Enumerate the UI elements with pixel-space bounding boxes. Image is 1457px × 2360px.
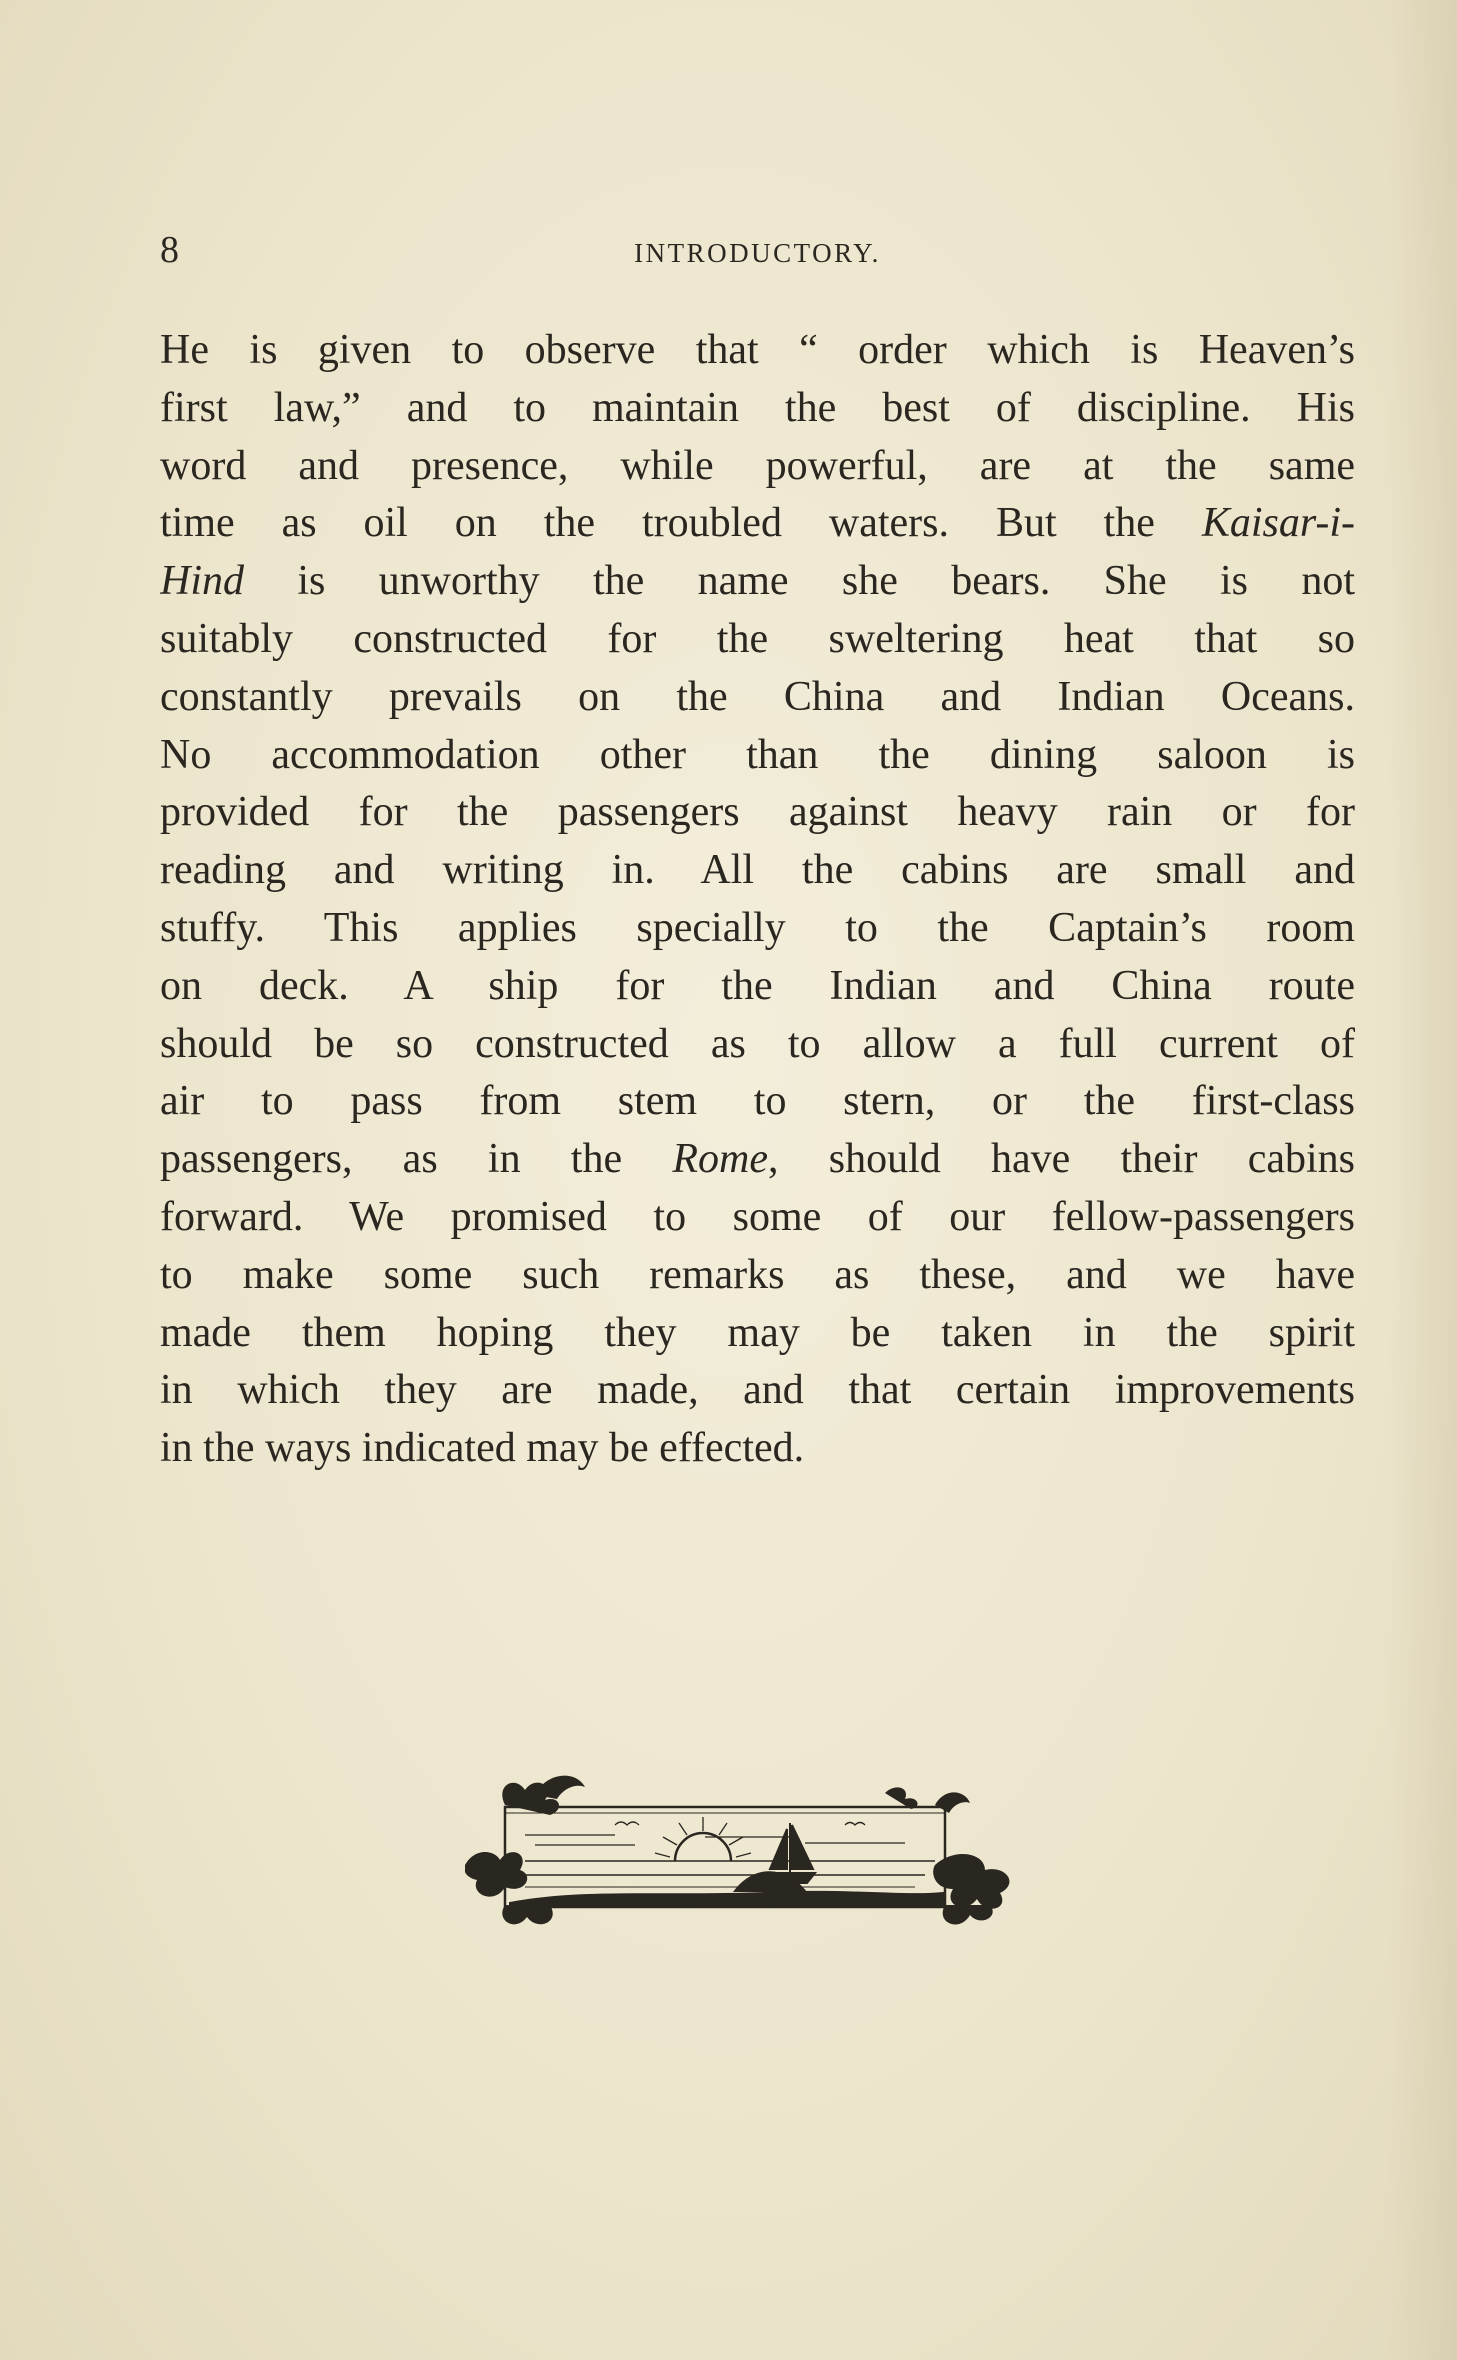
text-segment: time as oil on the troubled waters. But the: [160, 500, 1202, 547]
text-segment: air to pass from stem to stern, or the first-class: [160, 1078, 1355, 1125]
text-line: [160, 727, 1355, 785]
text-segment: in which they are made, and that certain improvements: [160, 1367, 1355, 1414]
text-segment: in the ways indicated may be effected.: [160, 1425, 805, 1472]
page-number: 8: [160, 229, 179, 271]
text-segment: He is given to observe that “ order which is Heaven’s: [160, 327, 1355, 373]
text-segment: forward. We promised to some of our fellow-passengers: [160, 1193, 1355, 1240]
text-line: [160, 1073, 1355, 1131]
text-segment: stuffy. This applies specially to the Captain’s room: [160, 904, 1355, 951]
text-line: [160, 900, 1355, 958]
text-line: [160, 380, 1355, 438]
italic-ship-name: Rome: [672, 1136, 768, 1183]
text-line: [160, 611, 1355, 669]
running-head: [160, 228, 1355, 288]
text-segment: , should have their cabins: [768, 1136, 1355, 1183]
text-line: [160, 553, 1355, 611]
text-segment: No accommodation other than the dining saloon is: [160, 731, 1355, 778]
text-segment: first law,” and to maintain the best of discipline. His: [160, 384, 1355, 431]
italic-ship-name: Kaisar-i-: [1201, 500, 1355, 547]
italic-ship-name: Hind: [160, 558, 244, 605]
text-segment: suitably constructed for the sweltering heat that so: [160, 615, 1355, 662]
text-line: [160, 1016, 1355, 1074]
body-text: [160, 322, 1355, 1478]
text-line: [160, 1362, 1355, 1420]
text-line: [160, 322, 1355, 380]
text-segment: provided for the passengers against heavy rain or for: [160, 789, 1355, 836]
engraved-landscape-tailpiece-icon: [465, 1765, 1025, 1935]
text-segment: passengers, as in the: [160, 1136, 673, 1183]
text-segment: is unworthy the name she bears. She is not: [244, 558, 1355, 605]
text-segment: constantly prevails on the China and Indian Oceans.: [160, 673, 1355, 720]
page-shading: [1387, 0, 1457, 2360]
text-line: [160, 842, 1355, 900]
text-line: [160, 958, 1355, 1016]
text-line: [160, 438, 1355, 496]
text-segment: word and presence, while powerful, are at the same: [160, 442, 1355, 489]
text-line: [160, 1305, 1355, 1363]
text-line: [160, 1247, 1355, 1305]
running-title: INTRODUCTORY.: [634, 238, 881, 268]
text-line: [160, 784, 1355, 842]
text-segment: made them hoping they may be taken in the spirit: [160, 1309, 1355, 1356]
text-line: [160, 1131, 1355, 1189]
text-segment: reading and writing in. All the cabins are small and: [160, 847, 1355, 894]
text-segment: on deck. A ship for the Indian and China route: [160, 962, 1355, 1009]
text-line: [160, 1420, 1355, 1478]
text-line: [160, 1189, 1355, 1247]
text-segment: to make some such remarks as these, and we have: [160, 1251, 1355, 1298]
text-segment: should be so constructed as to allow a full current of: [160, 1020, 1355, 1067]
text-line: [160, 495, 1355, 553]
text-line: [160, 669, 1355, 727]
